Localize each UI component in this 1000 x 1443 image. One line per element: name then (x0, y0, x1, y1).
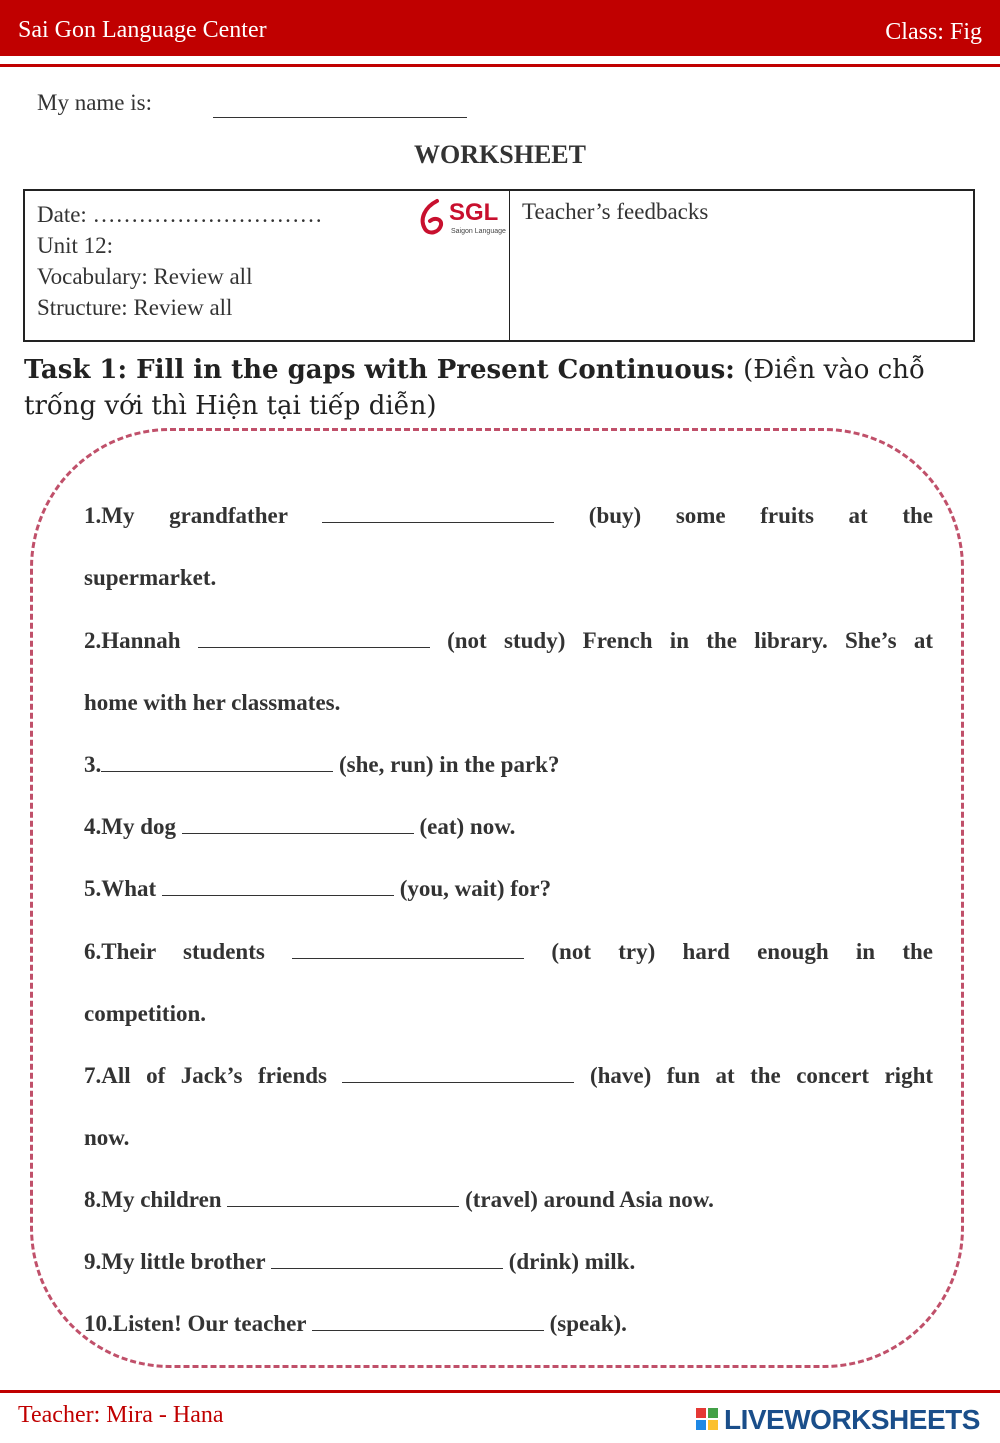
liveworksheets-brand[interactable] (696, 1404, 992, 1438)
unit-label: Unit 12: (37, 233, 114, 258)
question-6-cont: competition. (84, 1001, 207, 1026)
footer-divider (0, 1390, 1000, 1393)
question-1-cont: supermarket. (84, 565, 217, 590)
worksheet-title: WORKSHEET (414, 140, 586, 169)
sgl-swirl-icon (415, 197, 449, 237)
question-3: 3. (she, run) in the park? (84, 752, 560, 777)
answer-gap-9[interactable] (271, 1252, 503, 1269)
logo-subtext: Saigon Language (451, 228, 506, 235)
question-2: 2.Hannah (not study) French in the library. She’s at (84, 628, 933, 653)
logo-text: SGL (449, 199, 499, 226)
question-6: 6.Their students (not try) hard enough in the (84, 939, 934, 964)
class-label: Class: Fig (885, 19, 982, 45)
liveworksheets-icon (696, 1408, 720, 1432)
footer-teacher: Teacher: Mira - Hana (18, 1402, 224, 1428)
question-9: 9.My little brother (drink) milk. (84, 1249, 636, 1274)
date-field: Date: ………………………… (37, 202, 323, 227)
vocabulary-label: Vocabulary: Review all (37, 264, 253, 289)
question-1: 1.My grandfather (buy) some fruits at the (84, 503, 934, 528)
answer-gap-1[interactable] (322, 506, 554, 523)
structure-label: Structure: Review all (37, 295, 233, 320)
question-7: 7.All of Jack’s friends (have) fun at the concert right (84, 1063, 934, 1088)
page-header (0, 0, 1000, 56)
question-2-cont: home with her classmates. (84, 690, 341, 715)
answer-gap-7[interactable] (342, 1066, 574, 1083)
question-4: 4.My dog (eat) now. (84, 814, 516, 839)
question-5: 5.What (you, wait) for? (84, 876, 552, 901)
answer-gap-4[interactable] (182, 817, 414, 834)
center-name: Sai Gon Language Center (18, 17, 267, 43)
answer-gap-2[interactable] (198, 631, 430, 648)
teacher-feedback-label: Teacher’s feedbacks (522, 199, 709, 224)
answer-gap-6[interactable] (292, 942, 524, 959)
sgl-logo (413, 195, 509, 239)
name-input-line[interactable] (213, 117, 467, 118)
answer-gap-3[interactable] (101, 755, 333, 772)
task-title-bold: Task 1: Fill in the gaps with Present Continuous: (24, 355, 735, 385)
answer-gap-10[interactable] (312, 1314, 544, 1331)
question-8: 8.My children (travel) around Asia now. (84, 1187, 714, 1212)
task-title-note: (Điền vào chỗ trống với thì Hiện tại tiếp diễn) (24, 355, 925, 421)
task-title (24, 352, 984, 424)
question-10: 10.Listen! Our teacher (speak). (84, 1311, 627, 1336)
info-divider (509, 191, 510, 340)
info-box (23, 189, 975, 342)
info-left (37, 199, 323, 323)
answer-gap-8[interactable] (227, 1190, 459, 1207)
question-7-cont: now. (84, 1125, 130, 1150)
name-label: My name is: (37, 90, 152, 115)
header-divider (0, 64, 1000, 67)
answer-gap-5[interactable] (162, 879, 394, 896)
brand-text: LIVEWORKSHEETS (724, 1404, 980, 1435)
